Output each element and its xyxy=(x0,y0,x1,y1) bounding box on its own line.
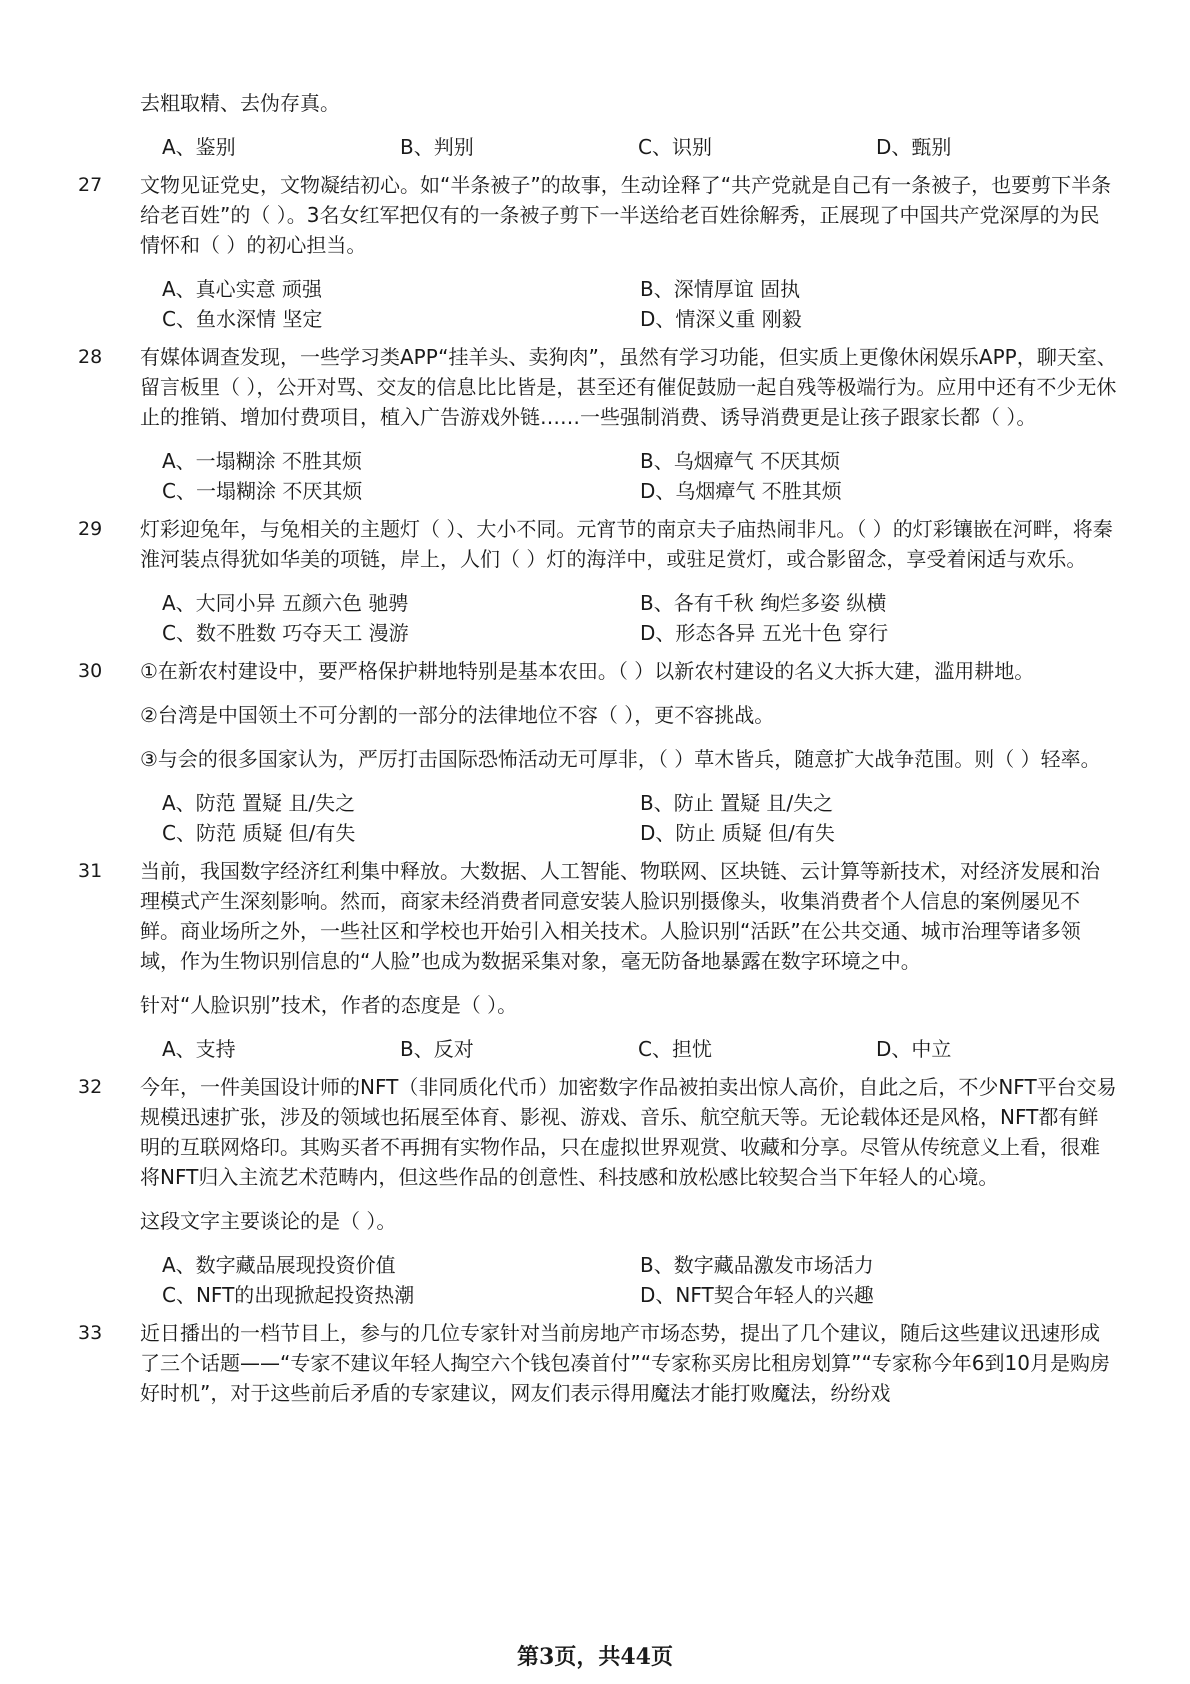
question-stem: 近日播出的一档节目上，参与的几位专家针对当前房地产市场态势，提出了几个建议，随后这些建议迅速形成了三个话题——“专家不建议年轻人掏空六个钱包凑首付”“专家称买房比租房划算”“专家称今年6到10月是购房好时机”，对于这些前后矛盾的专家建议，网友们表示得用魔法才能打败魔法，纷纷戏 xyxy=(140,1321,1110,1405)
option-b[interactable]: B、乌烟瘴气 不厌其烦 xyxy=(640,449,841,473)
question-prompt: 针对“人脸识别”技术，作者的态度是（ ）。 xyxy=(140,993,518,1017)
options xyxy=(140,1034,1118,1064)
question-stem: 灯彩迎兔年，与兔相关的主题灯（ ）、大小不同。元宵节的南京夫子庙热闹非凡。（ ）的灯彩镶嵌在河畔，将秦淮河装点得犹如华美的项链，岸上，人们（ ）灯的海洋中，或驻足赏灯，或合影留念，享受着闲适与欢乐。 xyxy=(140,517,1113,571)
question-stem: 今年，一件美国设计师的NFT（非同质化代币）加密数字作品被拍卖出惊人高价，自此之后，不少NFT平台交易规模迅速扩张，涉及的领域也拓展至体育、影视、游戏、音乐、航空航天等。无论载体还是风格，NFT都有鲜明的互联网烙印。其购买者不再拥有实物作品，只在虚拟世界观赏、收藏和分享。尽管从传统意义上看，很难将NFT归入主流艺术范畴内，但这些作品的创意性、科技感和放松感比较契合当下年轻人的心境。 xyxy=(140,1075,1117,1189)
option-a[interactable]: A、大同小异 五颜六色 驰骋 xyxy=(162,591,409,615)
options xyxy=(140,588,1118,648)
option-d[interactable]: D、中立 xyxy=(876,1037,952,1061)
page-number: 第3页，共44页 xyxy=(517,1644,673,1670)
option-a[interactable]: A、真心实意 顽强 xyxy=(162,277,323,301)
option-a[interactable]: A、支持 xyxy=(162,1037,236,1061)
options xyxy=(140,1250,1118,1310)
question-33 xyxy=(78,1318,1118,1408)
option-b[interactable]: B、防止 置疑 且/失之 xyxy=(640,791,834,815)
options xyxy=(140,132,1118,162)
option-a[interactable]: A、一塌糊涂 不胜其烦 xyxy=(162,449,363,473)
question-list xyxy=(78,88,1118,1408)
question-number: 31 xyxy=(78,860,103,882)
option-d[interactable]: D、形态各异 五光十色 穿行 xyxy=(640,621,889,645)
option-c[interactable]: C、担忧 xyxy=(638,1037,712,1061)
option-c[interactable]: C、数不胜数 巧夺天工 漫游 xyxy=(162,621,409,645)
option-a[interactable]: A、防范 置疑 且/失之 xyxy=(162,791,356,815)
question-stem: 文物见证党史，文物凝结初心。如“半条被子”的故事，生动诠释了“共产党就是自己有一条被子，也要剪下半条给老百姓”的（ ）。3名女红军把仅有的一条被子剪下一半送给老百姓徐解秀，正展现了中国共产党深厚的为民情怀和（ ）的初心担当。 xyxy=(140,173,1112,257)
question-28 xyxy=(78,342,1118,506)
options xyxy=(140,788,1118,848)
question-stem: 当前，我国数字经济红利集中释放。大数据、人工智能、物联网、区块链、云计算等新技术，对经济发展和治理模式产生深刻影响。然而，商家未经消费者同意安装人脸识别摄像头，收集消费者个人信息的案例屡见不鲜。商业场所之外，一些社区和学校也开始引入相关技术。人脸识别“活跃”在公共交通、城市治理等诸多领域，作为生物识别信息的“人脸”也成为数据采集对象，毫无防备地暴露在数字环境之中。 xyxy=(140,859,1100,973)
option-b[interactable]: B、深情厚谊 固执 xyxy=(640,277,801,301)
option-a[interactable]: A、数字藏品展现投资价值 xyxy=(162,1253,396,1277)
question-sentence-1: ①在新农村建设中，要严格保护耕地特别是基本农田。（ ）以新农村建设的名义大拆大建，滥用耕地。 xyxy=(140,659,1035,683)
option-b[interactable]: B、反对 xyxy=(400,1037,474,1061)
option-b[interactable]: B、各有千秋 绚烂多姿 纵横 xyxy=(640,591,887,615)
question-30 xyxy=(78,656,1118,848)
question-number: 28 xyxy=(78,346,103,368)
question-stem: 有媒体调查发现，一些学习类APP“挂羊头、卖狗肉”，虽然有学习功能，但实质上更像休闲娱乐APP，聊天室、留言板里（ ），公开对骂、交友的信息比比皆是，甚至还有催促鼓励一起自残等极端行为。应用中还有不少无休止的推销、增加付费项目，植入广告游戏外链……一些强制消费、诱导消费更是让孩子跟家长都（ ）。 xyxy=(140,345,1117,429)
option-c[interactable]: C、鱼水深情 坚定 xyxy=(162,307,323,331)
option-b[interactable]: B、数字藏品激发市场活力 xyxy=(640,1253,874,1277)
option-c[interactable]: C、识别 xyxy=(638,135,712,159)
options xyxy=(140,274,1118,334)
question-number: 33 xyxy=(78,1322,103,1344)
question-number: 32 xyxy=(78,1076,103,1098)
question-number: 27 xyxy=(78,174,103,196)
option-b[interactable]: B、判别 xyxy=(400,135,474,159)
question-number: 30 xyxy=(78,660,103,682)
option-d[interactable]: D、防止 质疑 但/有失 xyxy=(640,821,835,845)
options xyxy=(140,446,1118,506)
question-sentence-3: ③与会的很多国家认为，严厉打击国际恐怖活动无可厚非，（ ）草木皆兵，随意扩大战争范围。则（ ）轻率。 xyxy=(140,747,1101,771)
question-27 xyxy=(78,170,1118,334)
question-number: 29 xyxy=(78,518,103,540)
question-31 xyxy=(78,856,1118,1064)
option-d[interactable]: D、乌烟瘴气 不胜其烦 xyxy=(640,479,842,503)
question-29 xyxy=(78,514,1118,648)
question-prompt: 这段文字主要谈论的是（ ）。 xyxy=(140,1209,397,1233)
option-d[interactable]: D、情深义重 刚毅 xyxy=(640,307,802,331)
question-sentence-2: ②台湾是中国领土不可分割的一部分的法律地位不容（ ），更不容挑战。 xyxy=(140,703,775,727)
option-a[interactable]: A、鉴别 xyxy=(162,135,236,159)
option-c[interactable]: C、防范 质疑 但/有失 xyxy=(162,821,356,845)
question-32 xyxy=(78,1072,1118,1310)
option-d[interactable]: D、NFT契合年轻人的兴趣 xyxy=(640,1283,874,1307)
question-26-continuation xyxy=(78,88,1118,162)
option-c[interactable]: C、一塌糊涂 不厌其烦 xyxy=(162,479,363,503)
option-d[interactable]: D、甄别 xyxy=(876,135,952,159)
question-stem: 去粗取精、去伪存真。 xyxy=(140,91,340,115)
option-c[interactable]: C、NFT的出现掀起投资热潮 xyxy=(162,1283,415,1307)
